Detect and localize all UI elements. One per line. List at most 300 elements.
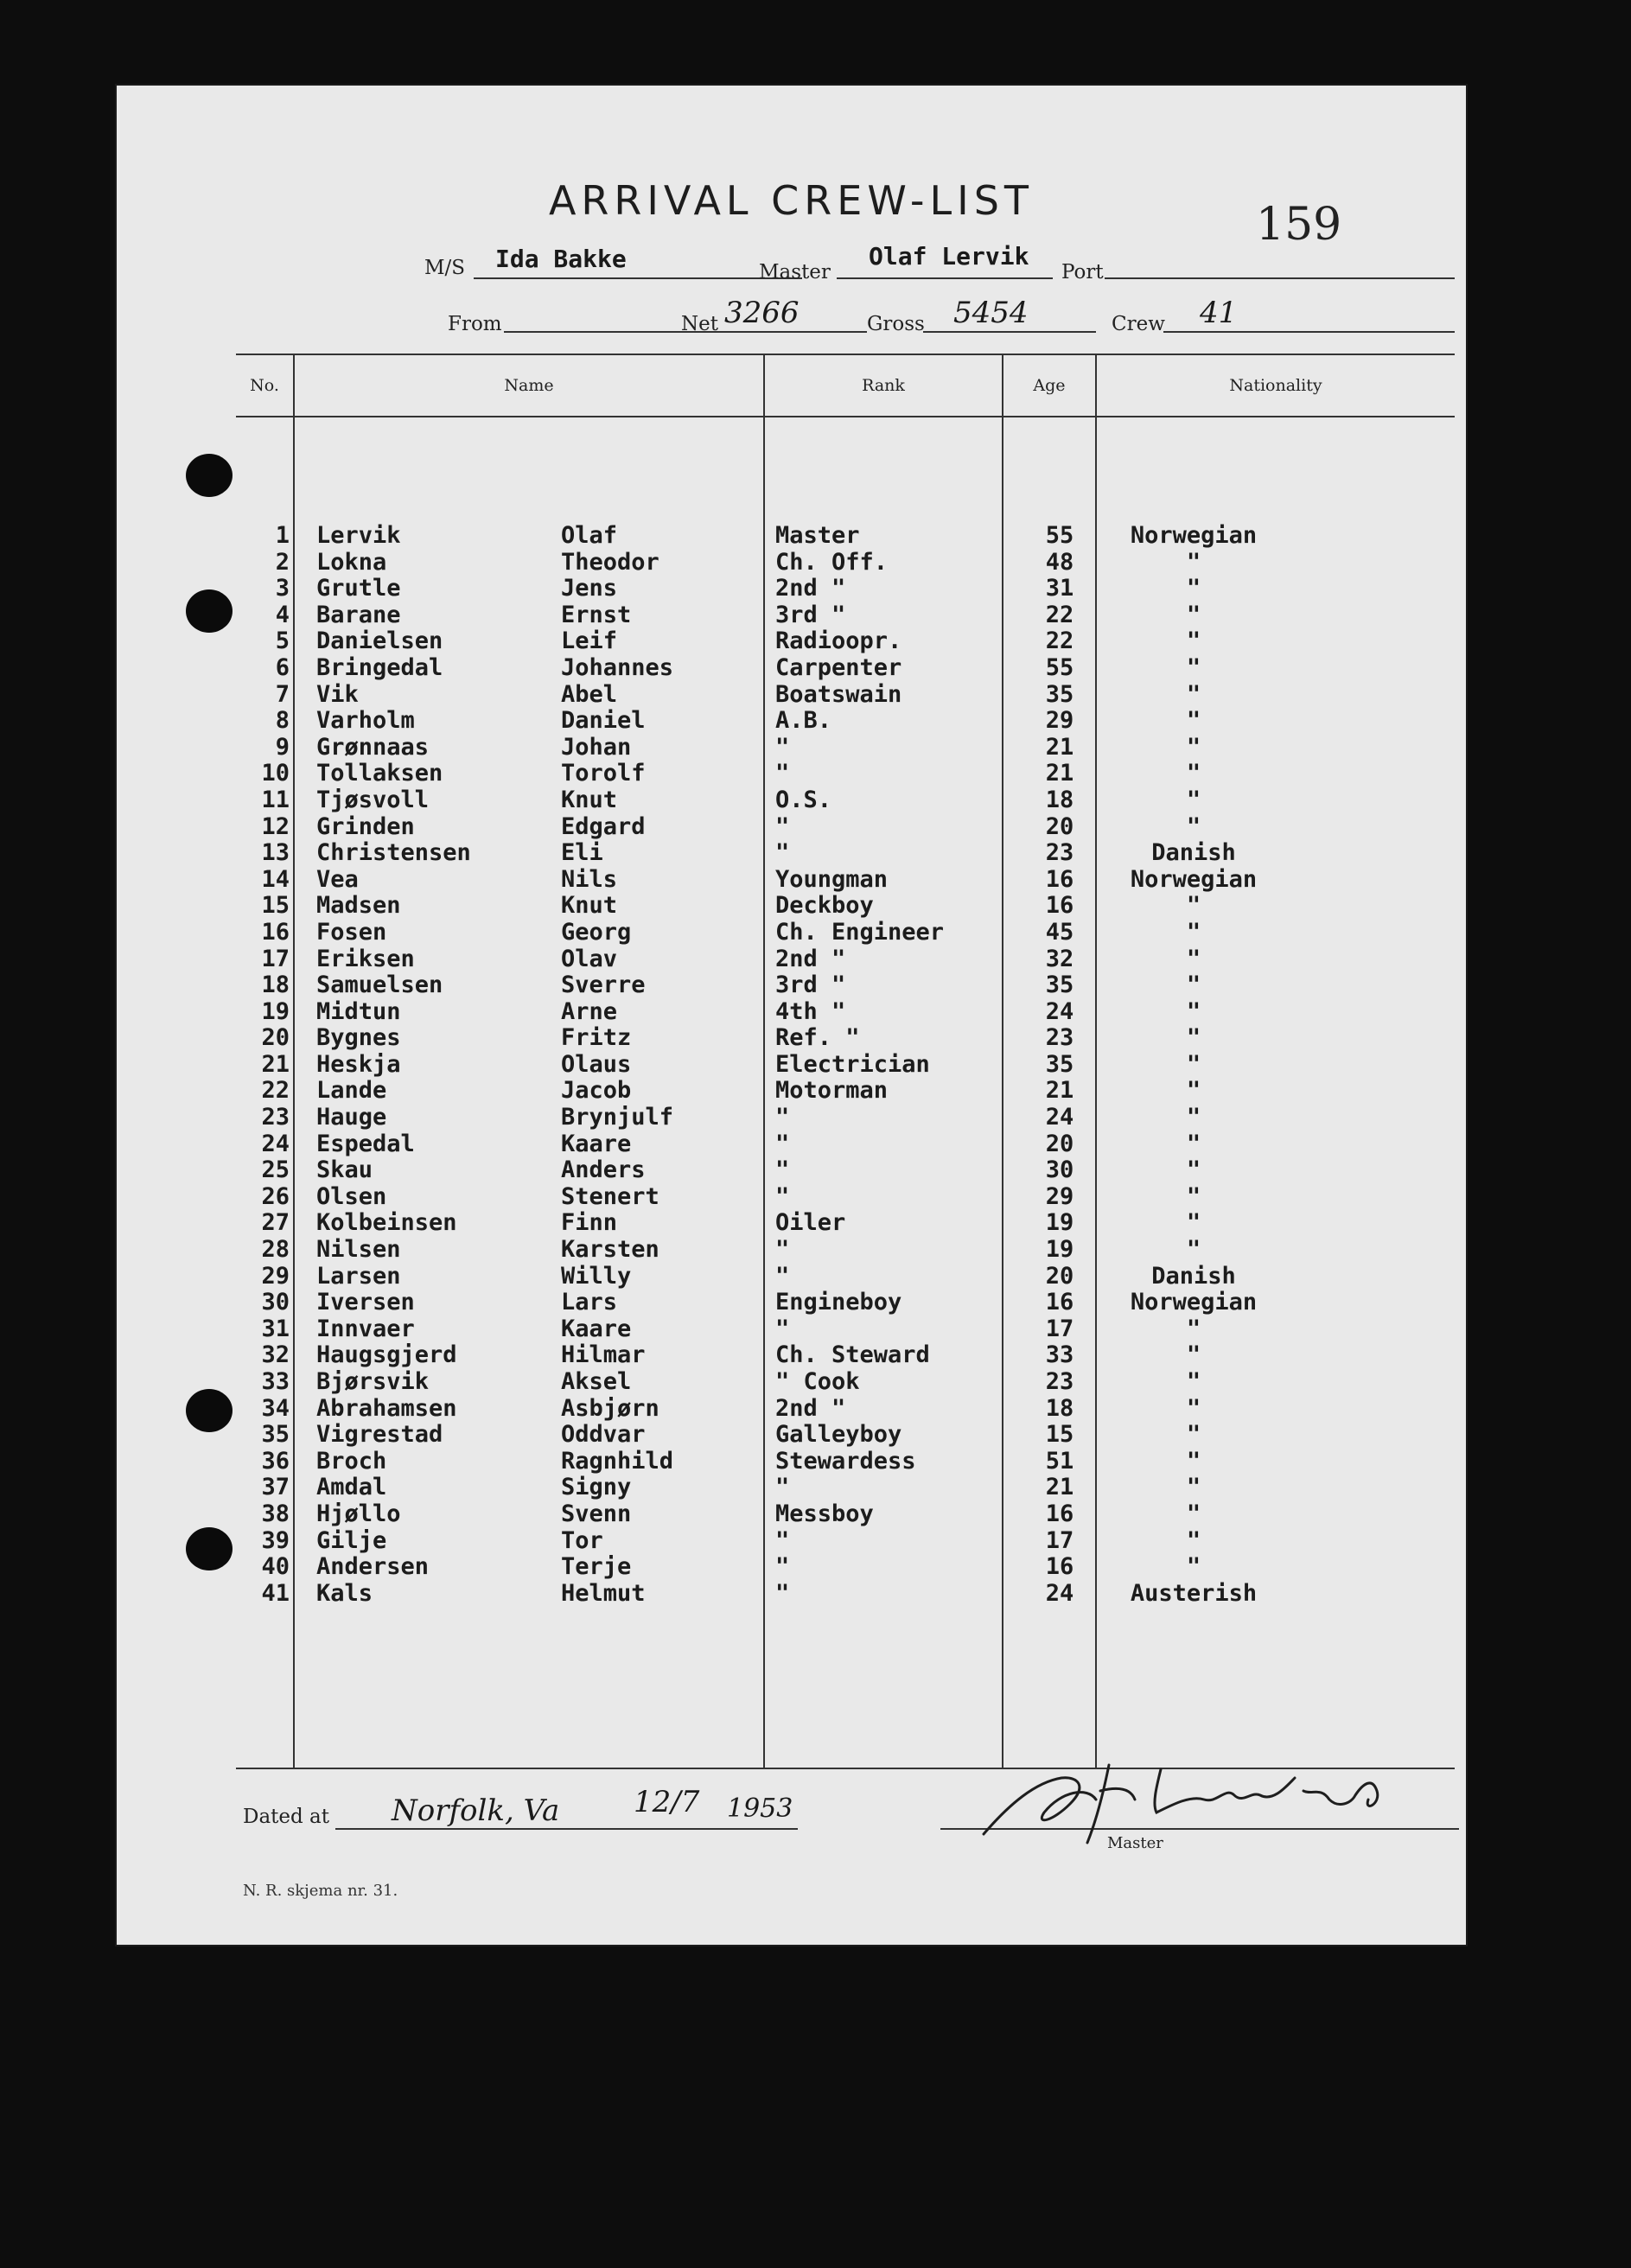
crew-age: 19: [1045, 1209, 1074, 1237]
col-header-age: Age: [1033, 376, 1066, 395]
crew-row: [115, 1581, 1468, 1608]
crew-given-name: Arne: [561, 997, 618, 1025]
crew-row: [115, 708, 1468, 735]
crew-given-name: Kaare: [561, 1315, 632, 1342]
crew-row: [115, 1237, 1468, 1264]
crew-rank: ": [775, 1315, 790, 1342]
crew-no: 41: [261, 1579, 290, 1607]
ms-value: Ida Bakke: [495, 245, 627, 273]
crew-rank: ": [775, 1182, 790, 1210]
crew-nationality: ": [1186, 575, 1201, 602]
crew-row: [115, 1105, 1468, 1131]
crew-no: 32: [261, 1341, 290, 1369]
crew-row: [115, 867, 1468, 894]
crew-age: 30: [1045, 1156, 1074, 1184]
crew-row: [115, 655, 1468, 682]
header-bottom-rule: [236, 416, 1455, 417]
crew-no: 25: [261, 1156, 290, 1184]
crew-row: [115, 1078, 1468, 1105]
crew-nationality: ": [1186, 1236, 1201, 1264]
crew-given-name: Torolf: [561, 760, 646, 787]
crew-nationality: Norwegian: [1130, 865, 1258, 893]
dated-label: Dated at: [243, 1806, 329, 1828]
crew-rank: ": [775, 1156, 790, 1184]
crew-underline: [1163, 331, 1455, 333]
port-underline: [1105, 277, 1455, 279]
crew-given-name: Johan: [561, 733, 632, 761]
crew-age: 16: [1045, 892, 1074, 920]
crew-row: [115, 787, 1468, 814]
crew-age: 22: [1045, 601, 1074, 628]
crew-surname: Innvaer: [316, 1315, 415, 1342]
crew-no: 1: [275, 522, 290, 549]
crew-no: 19: [261, 997, 290, 1025]
crew-rank: ": [775, 733, 790, 761]
crew-row: [115, 1422, 1468, 1449]
crew-rank: Ch. Engineer: [775, 918, 945, 946]
crew-age: 20: [1045, 1262, 1074, 1290]
net-underline: [720, 331, 867, 333]
crew-nationality: ": [1186, 918, 1201, 946]
crew-no: 2: [275, 548, 290, 576]
page-title: ARRIVAL CREW-LIST: [548, 177, 1035, 224]
crew-row: [115, 1396, 1468, 1423]
crew-surname: Kals: [316, 1579, 373, 1607]
crew-rank: 2nd ": [775, 575, 846, 602]
crew-rank: ": [775, 1130, 790, 1157]
crew-nationality: ": [1186, 997, 1201, 1025]
crew-given-name: Karsten: [561, 1236, 659, 1264]
crew-row: [115, 1316, 1468, 1343]
crew-age: 24: [1045, 997, 1074, 1025]
crew-surname: Vik: [316, 680, 359, 708]
crew-given-name: Aksel: [561, 1368, 632, 1395]
crew-rank: ": [775, 1553, 790, 1581]
gross-underline: [923, 331, 1096, 333]
crew-nationality: ": [1186, 786, 1201, 813]
crew-row: [115, 840, 1468, 867]
crew-given-name: Brynjulf: [561, 1104, 674, 1131]
crew-nationality: ": [1186, 1394, 1201, 1422]
crew-nationality: Danish: [1151, 839, 1236, 867]
crew-rank: ": [775, 1236, 790, 1264]
crew-no: 17: [261, 945, 290, 972]
crew-row: [115, 1501, 1468, 1528]
crew-surname: Grønnaas: [316, 733, 430, 761]
crew-nationality: ": [1186, 1050, 1201, 1078]
crew-nationality: ": [1186, 812, 1201, 840]
crew-surname: Lande: [316, 1077, 387, 1105]
crew-no: 7: [275, 680, 290, 708]
crew-rank: ": [775, 1474, 790, 1501]
crew-table: [115, 523, 1468, 1607]
crew-nationality: ": [1186, 1156, 1201, 1184]
col-header-no: No.: [250, 376, 279, 395]
crew-row: [115, 682, 1468, 709]
page-number: 159: [1256, 199, 1342, 251]
crew-surname: Eriksen: [316, 945, 415, 972]
crew-nationality: Austerish: [1130, 1579, 1258, 1607]
crew-given-name: Hilmar: [561, 1341, 646, 1369]
crew-surname: Espedal: [316, 1130, 415, 1157]
crew-rank: Messboy: [775, 1500, 874, 1527]
net-label: Net: [681, 313, 718, 335]
crew-rank: Stewardess: [775, 1447, 916, 1475]
crew-age: 24: [1045, 1104, 1074, 1131]
crew-no: 34: [261, 1394, 290, 1422]
crew-rank: ": [775, 839, 790, 867]
crew-given-name: Knut: [561, 786, 618, 813]
crew-no: 9: [275, 733, 290, 761]
crew-value: 41: [1200, 296, 1238, 330]
crew-surname: Madsen: [316, 892, 401, 920]
crew-surname: Vigrestad: [316, 1421, 443, 1449]
crew-nationality: ": [1186, 892, 1201, 920]
crew-row: [115, 1528, 1468, 1555]
master-value: Olaf Lervik: [869, 242, 1029, 271]
crew-no: 6: [275, 653, 290, 681]
crew-no: 26: [261, 1182, 290, 1210]
crew-surname: Hjøllo: [316, 1500, 401, 1527]
crew-nationality: ": [1186, 548, 1201, 576]
crew-surname: Grinden: [316, 812, 415, 840]
crew-nationality: ": [1186, 1130, 1201, 1157]
master-signature: [958, 1752, 1476, 1847]
crew-no: 29: [261, 1262, 290, 1290]
crew-rank: Ch. Off.: [775, 548, 889, 576]
crew-surname: Fosen: [316, 918, 387, 946]
crew-rank: Deckboy: [775, 892, 874, 920]
crew-rank: Engineboy: [775, 1289, 902, 1316]
gross-value: 5454: [953, 296, 1029, 330]
crew-row: [115, 761, 1468, 787]
crew-given-name: Lars: [561, 1289, 618, 1316]
crew-rank: O.S.: [775, 786, 832, 813]
crew-age: 16: [1045, 1500, 1074, 1527]
crew-row: [115, 550, 1468, 577]
crew-nationality: ": [1186, 1182, 1201, 1210]
crew-given-name: Willy: [561, 1262, 632, 1290]
crew-row: [115, 1290, 1468, 1316]
crew-age: 18: [1045, 1394, 1074, 1422]
ms-underline: [474, 277, 802, 279]
crew-given-name: Olav: [561, 945, 618, 972]
crew-no: 27: [261, 1209, 290, 1237]
crew-nationality: ": [1186, 653, 1201, 681]
col-header-rank: Rank: [862, 376, 905, 395]
crew-age: 21: [1045, 1077, 1074, 1105]
crew-rank: 3rd ": [775, 972, 846, 999]
crew-rank: 3rd ": [775, 601, 846, 628]
crew-age: 20: [1045, 812, 1074, 840]
crew-age: 24: [1045, 1579, 1074, 1607]
crew-surname: Christensen: [316, 839, 471, 867]
dated-underline: [335, 1828, 798, 1830]
crew-row: [115, 1052, 1468, 1079]
crew-age: 16: [1045, 1553, 1074, 1581]
crew-no: 39: [261, 1526, 290, 1554]
crew-age: 15: [1045, 1421, 1074, 1449]
crew-nationality: ": [1186, 1474, 1201, 1501]
crew-surname: Broch: [316, 1447, 387, 1475]
crew-nationality: Norwegian: [1130, 1289, 1258, 1316]
crew-age: 23: [1045, 839, 1074, 867]
crew-age: 29: [1045, 707, 1074, 735]
crew-nationality: ": [1186, 1500, 1201, 1527]
crew-no: 12: [261, 812, 290, 840]
crew-no: 15: [261, 892, 290, 920]
crew-rank: Carpenter: [775, 653, 902, 681]
crew-nationality: ": [1186, 707, 1201, 735]
crew-age: 21: [1045, 1474, 1074, 1501]
crew-surname: Heskja: [316, 1050, 401, 1078]
crew-surname: Grutle: [316, 575, 401, 602]
crew-given-name: Tor: [561, 1526, 603, 1554]
crew-no: 10: [261, 760, 290, 787]
crew-age: 35: [1045, 680, 1074, 708]
crew-rank: Oiler: [775, 1209, 846, 1237]
crew-row: [115, 576, 1468, 602]
crew-given-name: Edgard: [561, 812, 646, 840]
col-header-name: Name: [504, 376, 554, 395]
crew-no: 31: [261, 1315, 290, 1342]
crew-rank: ": [775, 1262, 790, 1290]
crew-age: 35: [1045, 1050, 1074, 1078]
crew-rank: 4th ": [775, 997, 846, 1025]
crew-rank: ": [775, 1526, 790, 1554]
crew-nationality: ": [1186, 945, 1201, 972]
crew-surname: Nilsen: [316, 1236, 401, 1264]
crew-no: 24: [261, 1130, 290, 1157]
crew-nationality: ": [1186, 1104, 1201, 1131]
ms-label: M/S: [424, 257, 466, 279]
crew-rank: Master: [775, 522, 860, 549]
crew-row: [115, 1449, 1468, 1475]
crew-surname: Samuelsen: [316, 972, 443, 999]
crew-rank: " Cook: [775, 1368, 860, 1395]
crew-age: 17: [1045, 1315, 1074, 1342]
crew-row: [115, 920, 1468, 946]
crew-row: [115, 999, 1468, 1026]
crew-no: 30: [261, 1289, 290, 1316]
crew-rank: Youngman: [775, 865, 889, 893]
crew-age: 55: [1045, 653, 1074, 681]
master-label: Master: [759, 261, 831, 284]
crew-row: [115, 735, 1468, 761]
port-label: Port: [1061, 261, 1104, 284]
crew-age: 29: [1045, 1182, 1074, 1210]
crew-age: 51: [1045, 1447, 1074, 1475]
crew-row: [115, 1210, 1468, 1237]
crew-row: [115, 1342, 1468, 1369]
crew-surname: Vea: [316, 865, 359, 893]
crew-surname: Skau: [316, 1156, 373, 1184]
crew-given-name: Abel: [561, 680, 618, 708]
crew-surname: Tollaksen: [316, 760, 443, 787]
crew-given-name: Eli: [561, 839, 603, 867]
crew-nationality: ": [1186, 1341, 1201, 1369]
crew-surname: Iversen: [316, 1289, 415, 1316]
crew-no: 3: [275, 575, 290, 602]
crew-rank: Radioopr.: [775, 628, 902, 655]
crew-surname: Amdal: [316, 1474, 387, 1501]
crew-surname: Barane: [316, 601, 401, 628]
crew-surname: Varholm: [316, 707, 415, 735]
crew-no: 14: [261, 865, 290, 893]
crew-rank: Boatswain: [775, 680, 902, 708]
crew-age: 23: [1045, 1024, 1074, 1052]
crew-given-name: Finn: [561, 1209, 618, 1237]
crew-given-name: Oddvar: [561, 1421, 646, 1449]
crew-age: 16: [1045, 865, 1074, 893]
crew-nationality: ": [1186, 1077, 1201, 1105]
crew-given-name: Terje: [561, 1553, 632, 1581]
crew-age: 17: [1045, 1526, 1074, 1554]
crew-row: [115, 1264, 1468, 1290]
crew-row: [115, 1131, 1468, 1158]
crew-surname: Larsen: [316, 1262, 401, 1290]
crew-no: 8: [275, 707, 290, 735]
crew-rank: ": [775, 760, 790, 787]
crew-given-name: Johannes: [561, 653, 674, 681]
crew-age: 31: [1045, 575, 1074, 602]
dated-date: 12/7: [634, 1785, 700, 1819]
crew-nationality: ": [1186, 1024, 1201, 1052]
crew-nationality: ": [1186, 760, 1201, 787]
crew-surname: Hauge: [316, 1104, 387, 1131]
crew-no: 4: [275, 601, 290, 628]
crew-nationality: ": [1186, 1209, 1201, 1237]
crew-nationality: Danish: [1151, 1262, 1236, 1290]
crew-no: 40: [261, 1553, 290, 1581]
net-value: 3266: [724, 296, 800, 330]
crew-given-name: Signy: [561, 1474, 632, 1501]
crew-given-name: Stenert: [561, 1182, 659, 1210]
crew-no: 23: [261, 1104, 290, 1131]
crew-rank: Ch. Steward: [775, 1341, 930, 1369]
crew-rank: ": [775, 812, 790, 840]
crew-surname: Tjøsvoll: [316, 786, 430, 813]
crew-no: 16: [261, 918, 290, 946]
crew-nationality: ": [1186, 1526, 1201, 1554]
crew-row: [115, 1475, 1468, 1501]
crew-no: 28: [261, 1236, 290, 1264]
master-underline: [837, 277, 1053, 279]
crew-no: 5: [275, 628, 290, 655]
form-identifier: N. R. skjema nr. 31.: [243, 1882, 398, 1900]
crew-row: [115, 893, 1468, 920]
crew-age: 48: [1045, 548, 1074, 576]
crew-row: [115, 628, 1468, 655]
crew-age: 19: [1045, 1236, 1074, 1264]
crew-no: 35: [261, 1421, 290, 1449]
crew-surname: Lervik: [316, 522, 401, 549]
crew-age: 55: [1045, 522, 1074, 549]
crew-age: 20: [1045, 1130, 1074, 1157]
crew-given-name: Helmut: [561, 1579, 646, 1607]
crew-nationality: ": [1186, 601, 1201, 628]
crew-row: [115, 814, 1468, 841]
crew-surname: Gilje: [316, 1526, 387, 1554]
crew-given-name: Ragnhild: [561, 1447, 674, 1475]
crew-row: [115, 946, 1468, 973]
punch-hole: [186, 454, 233, 497]
crew-surname: Abrahamsen: [316, 1394, 457, 1422]
crew-given-name: Asbjørn: [561, 1394, 659, 1422]
crew-rank: A.B.: [775, 707, 832, 735]
crew-age: 21: [1045, 733, 1074, 761]
crew-given-name: Jacob: [561, 1077, 632, 1105]
crew-no: 22: [261, 1077, 290, 1105]
crew-rank: Ref. ": [775, 1024, 860, 1052]
crew-given-name: Ernst: [561, 601, 632, 628]
crew-surname: Haugsgjerd: [316, 1341, 457, 1369]
crew-row: [115, 1157, 1468, 1184]
crew-given-name: Georg: [561, 918, 632, 946]
dated-place: Norfolk, Va: [392, 1793, 560, 1828]
crew-given-name: Leif: [561, 628, 618, 655]
crew-nationality: ": [1186, 1368, 1201, 1395]
crew-rank: 2nd ": [775, 945, 846, 972]
crew-surname: Lokna: [316, 548, 387, 576]
crew-surname: Danielsen: [316, 628, 443, 655]
dated-year: 1953: [727, 1793, 793, 1824]
crew-surname: Andersen: [316, 1553, 430, 1581]
crew-no: 21: [261, 1050, 290, 1078]
crew-age: 33: [1045, 1341, 1074, 1369]
crew-no: 18: [261, 972, 290, 999]
crew-rank: Electrician: [775, 1050, 930, 1078]
crew-rank: Motorman: [775, 1077, 889, 1105]
crew-age: 23: [1045, 1368, 1074, 1395]
crew-no: 33: [261, 1368, 290, 1395]
crew-surname: Bjørsvik: [316, 1368, 430, 1395]
crew-nationality: ": [1186, 1447, 1201, 1475]
crew-row: [115, 602, 1468, 629]
crew-age: 35: [1045, 972, 1074, 999]
crew-given-name: Fritz: [561, 1024, 632, 1052]
master-signature-label: Master: [1107, 1834, 1163, 1852]
gross-label: Gross: [867, 313, 925, 335]
crew-surname: Bygnes: [316, 1024, 401, 1052]
crew-given-name: Jens: [561, 575, 618, 602]
crew-rank: 2nd ": [775, 1394, 846, 1422]
crew-age: 21: [1045, 760, 1074, 787]
crew-no: 38: [261, 1500, 290, 1527]
crew-age: 22: [1045, 628, 1074, 655]
crew-rank: ": [775, 1579, 790, 1607]
crew-rank: Galleyboy: [775, 1421, 902, 1449]
crew-row: [115, 972, 1468, 999]
crew-nationality: ": [1186, 972, 1201, 999]
crew-given-name: Sverre: [561, 972, 646, 999]
crew-surname: Kolbeinsen: [316, 1209, 457, 1237]
crew-given-name: Knut: [561, 892, 618, 920]
table-top-rule: [236, 354, 1455, 355]
from-label: From: [448, 313, 502, 335]
crew-no: 11: [261, 786, 290, 813]
crew-given-name: Olaf: [561, 522, 618, 549]
crew-no: 20: [261, 1024, 290, 1052]
crew-rank: ": [775, 1104, 790, 1131]
crew-no: 36: [261, 1447, 290, 1475]
crew-row: [115, 1554, 1468, 1581]
crew-age: 32: [1045, 945, 1074, 972]
crew-age: 16: [1045, 1289, 1074, 1316]
crew-row: [115, 1369, 1468, 1396]
crew-nationality: ": [1186, 1421, 1201, 1449]
crew-given-name: Olaus: [561, 1050, 632, 1078]
